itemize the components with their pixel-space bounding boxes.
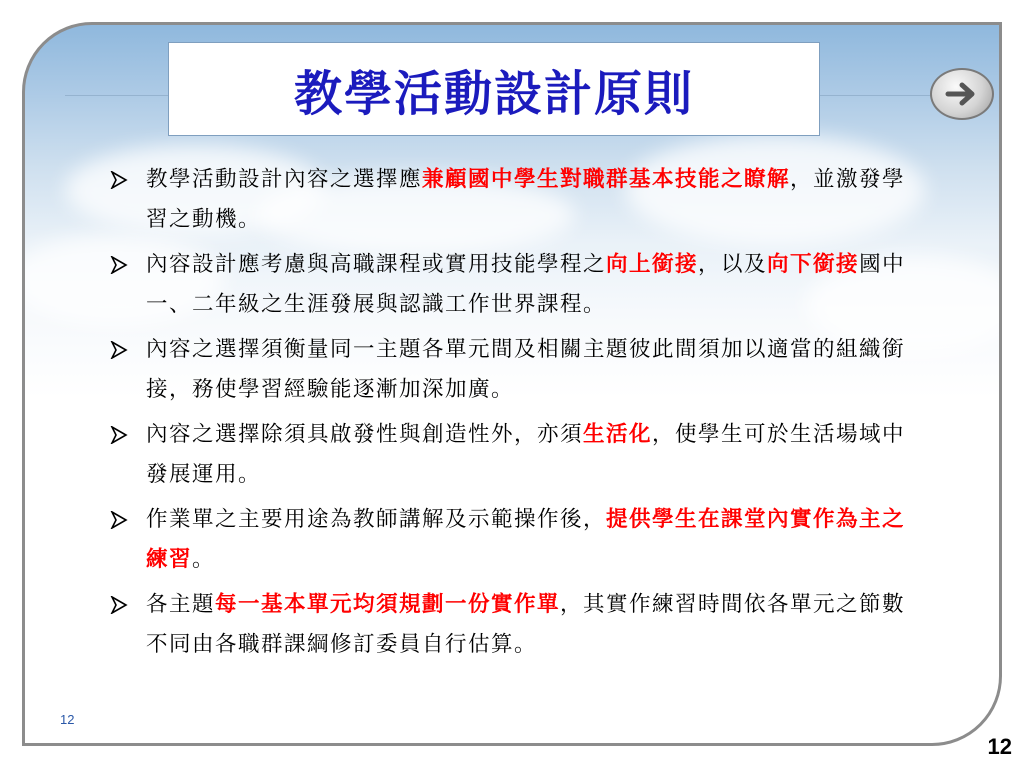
bullet-item — [104, 160, 916, 240]
bullet-item — [104, 500, 916, 580]
bullet-text: 內容之選擇除須具啟發性與創造性外，亦須 — [146, 422, 584, 447]
bullet-arrow-icon — [110, 500, 132, 540]
next-slide-button[interactable] — [930, 68, 994, 120]
bullet-item — [104, 585, 916, 665]
bullet-highlight-text: 向上銜接 — [606, 252, 699, 277]
bullet-item — [104, 415, 916, 495]
bullet-text: 國中一、二年級之生涯發展與認識工作世界課程。 — [146, 252, 906, 317]
bullet-highlight-text: 生活化 — [583, 422, 653, 447]
bullet-text: ，並激發學習之動機。 — [146, 167, 906, 232]
bullet-text: ，使學生可於生活場域中發展運用。 — [146, 422, 906, 487]
title-box — [168, 42, 820, 136]
bullet-text: 各主題 — [146, 592, 216, 617]
bullet-highlight-text: 提供學生在課堂內實作為主之練習 — [146, 507, 906, 572]
bullet-arrow-icon — [110, 585, 132, 625]
bullet-text: 。 — [192, 547, 216, 572]
arrow-right-icon — [945, 79, 979, 109]
bullet-list — [104, 160, 916, 670]
page-number: 12 — [987, 734, 1012, 759]
bullet-arrow-icon — [110, 245, 132, 285]
bullet-text: ，以及 — [698, 252, 768, 277]
slide-title: 教學活動設計原則 — [293, 65, 694, 122]
bullet-highlight-text: 向下銜接 — [767, 252, 860, 277]
bullet-text: 作業單之主要用途為教師講解及示範操作後， — [146, 507, 607, 532]
bullet-text: ，其實作練習時間依各單元之節數不同由各職群課綱修訂委員自行估算。 — [146, 592, 906, 657]
bullet-arrow-icon — [110, 415, 132, 455]
bullet-item — [104, 330, 916, 410]
bullet-text: 教學活動設計內容之選擇應 — [146, 167, 423, 192]
bullet-highlight-text: 兼顧國中學生對職群基本技能之瞭解 — [422, 167, 791, 192]
bullet-item — [104, 245, 916, 325]
bullet-text: 內容設計應考慮與高職課程或實用技能學程之 — [146, 252, 607, 277]
bullet-text: 內容之選擇須衡量同一主題各單元間及相關主題彼此間須加以適當的組織銜接，務使學習經驗能逐漸加深加廣。 — [146, 337, 906, 402]
bullet-arrow-icon — [110, 160, 132, 200]
footer-slide-number: 12 — [60, 712, 75, 727]
bullet-arrow-icon — [110, 330, 132, 370]
bullet-highlight-text: 每一基本單元均須規劃一份實作單 — [215, 592, 561, 617]
